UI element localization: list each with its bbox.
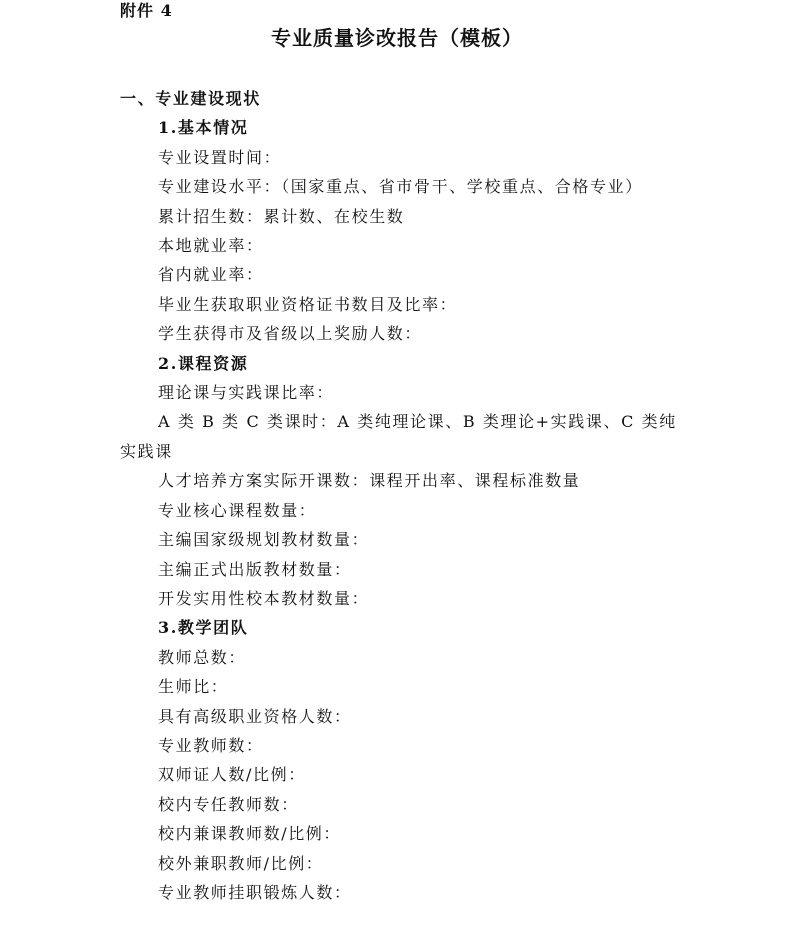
- list-item: 校内兼课教师数/比例：: [158, 824, 341, 844]
- list-item: 累计招生数：累计数、在校生数: [158, 206, 405, 226]
- subsection-heading-teaching-team: 3.教学团队: [158, 618, 249, 638]
- list-item: 双师证人数/比例：: [158, 765, 306, 785]
- list-item: 本地就业率：: [158, 236, 264, 256]
- document-title: 专业质量诊改报告（模板）: [271, 26, 523, 50]
- list-item: 毕业生获取职业资格证书数目及比率：: [158, 294, 458, 314]
- list-item: 开发实用性校本教材数量：: [158, 588, 370, 608]
- list-item: A 类 B 类 C 类课时：A 类纯理论课、B 类理论+实践课、C 类纯实践课: [120, 412, 677, 461]
- list-item: 专业设置时间：: [158, 147, 282, 167]
- list-item: 主编正式出版教材数量：: [158, 559, 352, 579]
- list-item: 生师比：: [158, 677, 229, 697]
- list-item: 主编国家级规划教材数量：: [158, 530, 370, 550]
- subsection-heading-basic-info: 1.基本情况: [158, 118, 249, 138]
- list-item: 省内就业率：: [158, 265, 264, 285]
- section-heading-status: 一、专业建设现状: [120, 89, 261, 108]
- list-item: 校外兼职教师/比例：: [158, 853, 324, 873]
- list-item: 专业教师挂职锻炼人数：: [158, 882, 352, 902]
- list-item: 理论课与实践课比率：: [158, 383, 335, 403]
- list-item: 教师总数：: [158, 647, 247, 667]
- document-body: [120, 84, 680, 907]
- subsection-heading-course-resources: 2.课程资源: [158, 353, 249, 373]
- list-item: 具有高级职业资格人数：: [158, 706, 352, 726]
- attachment-label: 附件 4: [120, 1, 173, 20]
- list-item: 人才培养方案实际开课数：课程开出率、课程标准数量: [158, 471, 581, 491]
- list-item: 校内专任教师数：: [158, 794, 299, 814]
- list-item: 专业教师数：: [158, 735, 264, 755]
- list-item: 专业建设水平：（国家重点、省市骨干、学校重点、合格专业）: [158, 177, 643, 197]
- list-item: 专业核心课程数量：: [158, 500, 317, 520]
- list-item: 学生获得市及省级以上奖励人数：: [158, 324, 423, 344]
